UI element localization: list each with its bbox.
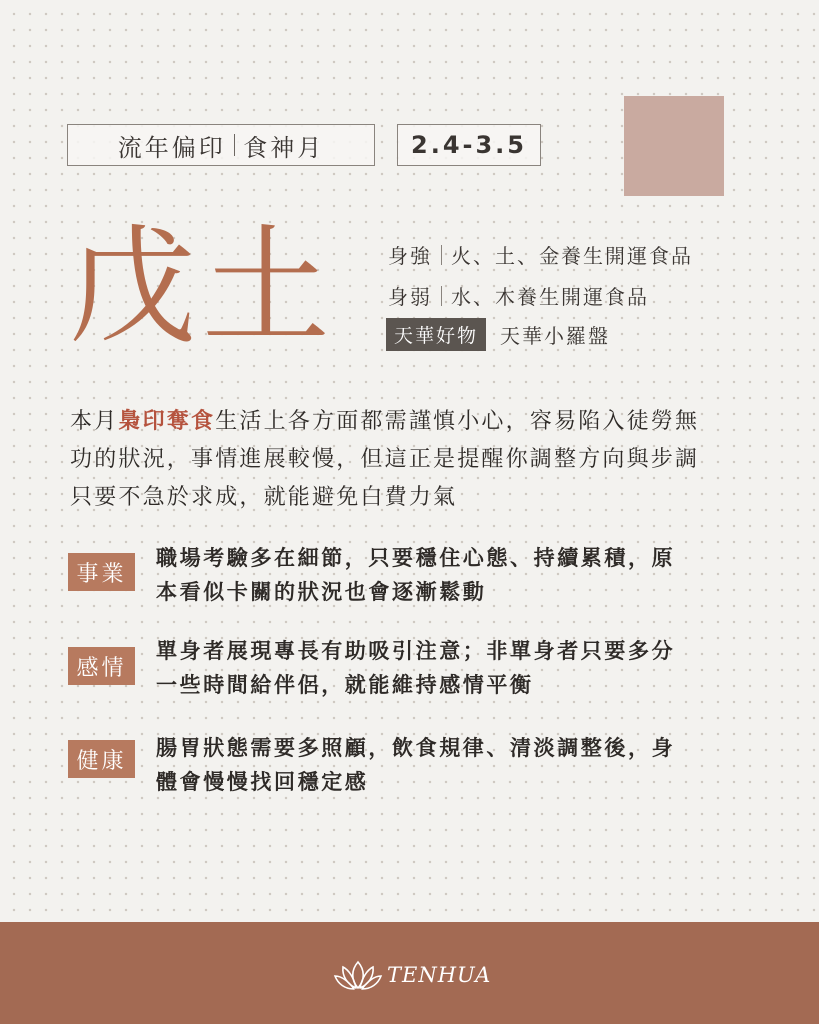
product-line [386, 318, 610, 351]
health-badge: 健康 [68, 740, 135, 778]
lotus-icon [333, 958, 383, 992]
brand-logo [333, 958, 491, 992]
career-line-1: 職場考驗多在細節，只要穩住心態、持續累積，原 [156, 546, 676, 570]
footer-bar [0, 922, 819, 1024]
career-line-2: 本看似卡關的狀況也會逐漸鬆動 [156, 580, 487, 604]
relationship-line-2: 一些時間給伴侶，就能維持感情平衡 [156, 673, 534, 697]
product-name: 天華小羅盤 [500, 324, 611, 348]
weak-line [388, 281, 649, 310]
weak-text: 水、木養生開運食品 [451, 285, 649, 309]
intro-highlight: 梟印奪食 [118, 409, 216, 434]
header-title-left: 流年偏印 [117, 133, 226, 162]
header-divider [234, 134, 236, 156]
career-badge: 事業 [68, 553, 135, 591]
date-range-box [397, 124, 541, 166]
relationship-badge: 感情 [68, 647, 135, 685]
health-text [156, 731, 756, 799]
header-title-right: 食神月 [243, 133, 325, 162]
strong-line [388, 240, 693, 269]
intro-paragraph [70, 403, 770, 517]
intro-line-2: 功的狀況，事情進展較慢，但這正是提醒你調整方向與步調 [70, 447, 700, 472]
intro-line-1 [70, 403, 770, 441]
health-line-1: 腸胃狀態需要多照顧，飲食規律、清淡調整後，身 [156, 736, 676, 760]
header-title-box [67, 124, 375, 166]
career-text [156, 541, 756, 609]
intro-line-1-rest: 生活上各方面都需謹慎小心，容易陷入徒勞無 [215, 409, 700, 434]
color-swatch [624, 96, 724, 196]
main-title: 戊土 [68, 213, 337, 362]
relationship-line-1: 單身者展現專長有助吸引注意；非單身者只要多分 [156, 639, 676, 663]
relationship-text [156, 634, 756, 702]
weak-label: 身弱 [388, 285, 432, 309]
strong-text: 火、土、金養生開運食品 [451, 244, 693, 268]
intro-line-3: 只要不急於求成，就能避免白費力氣 [70, 485, 458, 510]
product-tag: 天華好物 [386, 318, 486, 351]
brand-name: TENHUA [387, 963, 492, 987]
weak-divider [441, 286, 442, 306]
date-range: 2.4-3.5 [411, 131, 527, 159]
strong-label: 身強 [388, 244, 432, 268]
intro-pre: 本月 [70, 409, 119, 434]
health-line-2: 體會慢慢找回穩定感 [156, 770, 369, 794]
strong-divider [441, 245, 442, 265]
